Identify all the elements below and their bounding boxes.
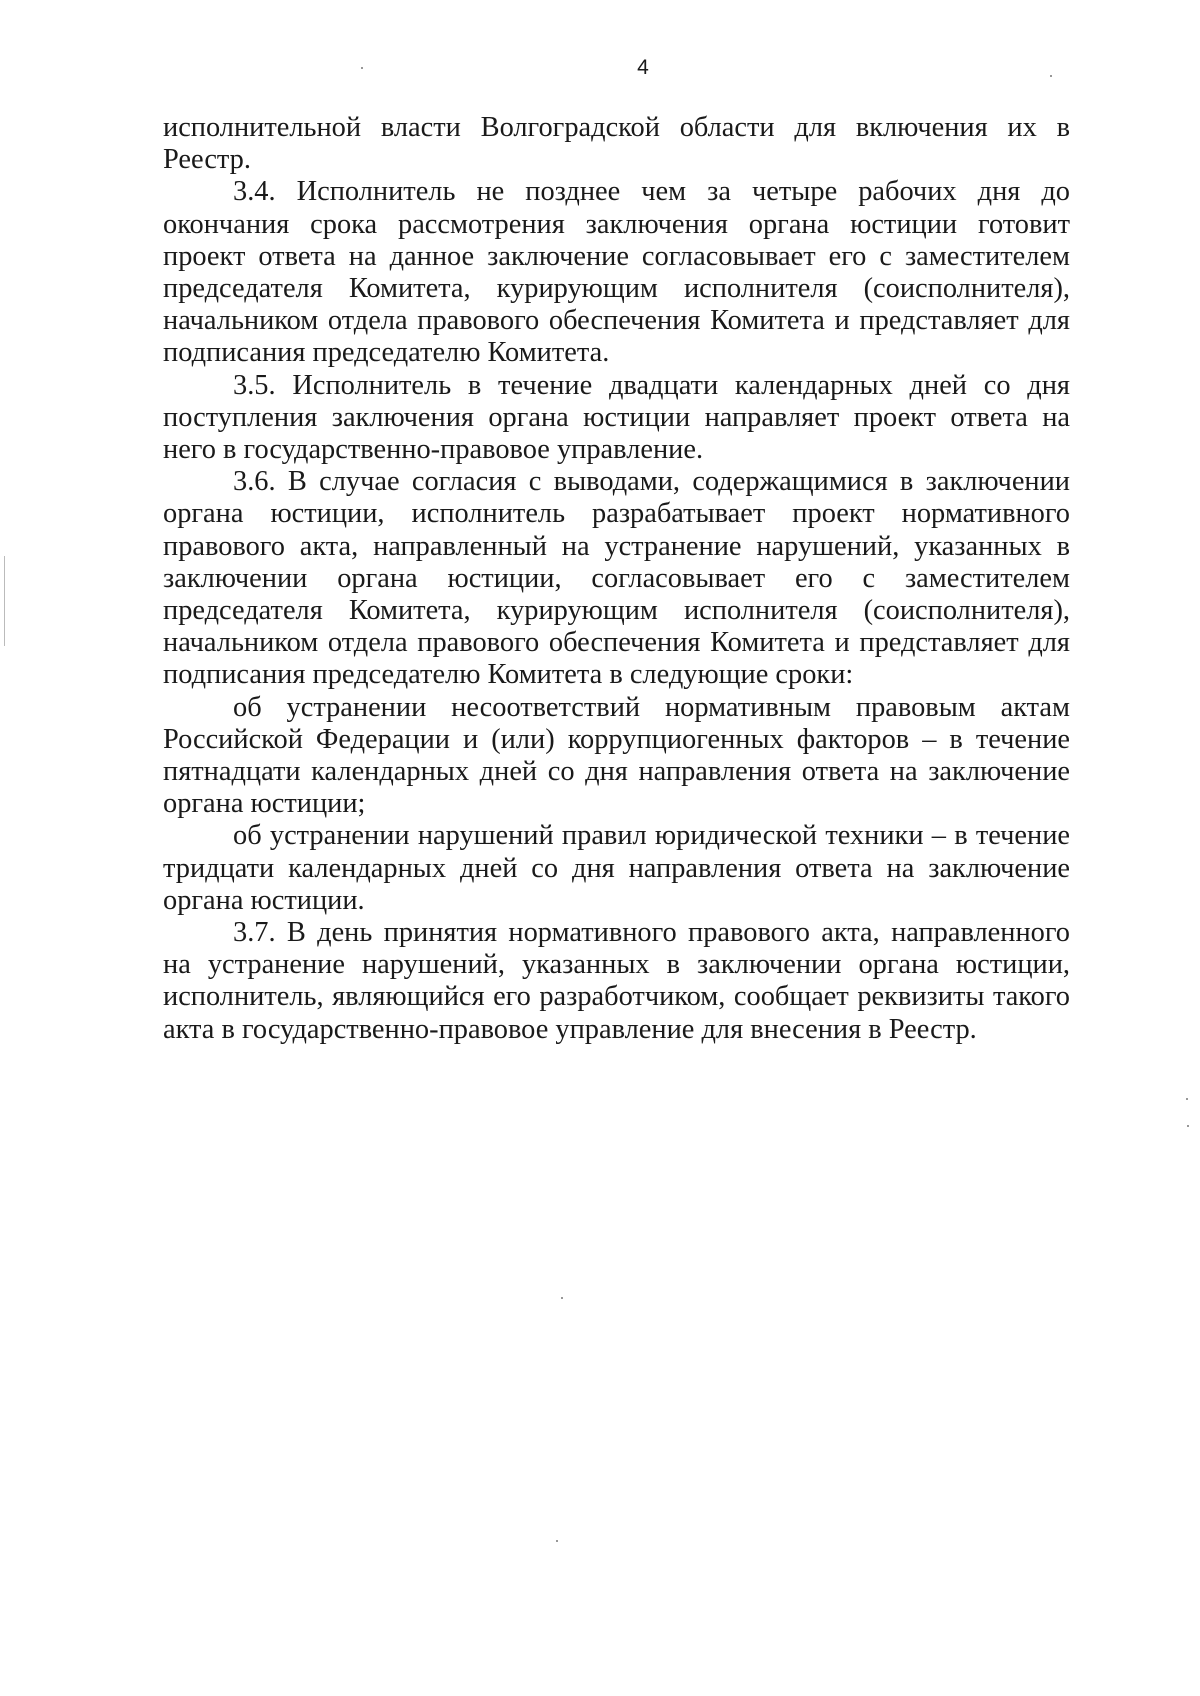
paragraph-3-6-item-2: об устранении нарушений правил юридической техники – в течение тридцати календарных дней со дня направления ответа на заключение органа юстиции.: [163, 820, 1070, 916]
scan-speck: [1050, 75, 1052, 77]
paragraph-3-7: 3.7. В день принятия нормативного правового акта, направленного на устранение нарушений, указанных в заключении органа юстиции, исполнитель, являющийся его разработчиком, сообщает реквизиты такого акта в государственно-правовое управление для внесения в Реестр.: [163, 917, 1070, 1045]
page-number: 4: [637, 56, 649, 79]
scan-speck: [1187, 1125, 1189, 1127]
paragraph-3-4: 3.4. Исполнитель не позднее чем за четыре рабочих дня до окончания срока рассмотрения заключения органа юстиции готовит проект ответа на данное заключение согласовывает его с заместителем председателя Комитета, курирующим исполнителя (соисполнителя), начальником отдела правового обеспечения Комитета и представляет для подписания председателю Комитета.: [163, 176, 1070, 369]
paragraph-continuation: исполнительной власти Волгоградской области для включения их в Реестр.: [163, 112, 1070, 176]
document-body: [163, 112, 1070, 1046]
scan-speck: [361, 67, 363, 69]
scan-speck: [561, 1297, 563, 1299]
scan-speck: [1186, 1098, 1188, 1100]
paragraph-3-6-item-1: об устранении несоответствий нормативным правовым актам Российской Федерации и (или) коррупциогенных факторов – в течение пятнадцати календарных дней со дня направления ответа на заключение органа юстиции;: [163, 691, 1070, 820]
scan-edge-mark: [4, 556, 5, 646]
paragraph-3-6: 3.6. В случае согласия с выводами, содержащимися в заключении органа юстиции, исполнитель разрабатывает проект нормативного правового акта, направленный на устранение нарушений, указанных в заключении органа юстиции, согласовывает его с заместителем председателя Комитета, курирующим исполнителя (соисполнителя), начальником отдела правового обеспечения Комитета и представляет для подписания председателю Комитета в следующие сроки:: [163, 466, 1070, 691]
paragraph-3-5: 3.5. Исполнитель в течение двадцати календарных дней со дня поступления заключения органа юстиции направляет проект ответа на него в государственно-правовое управление.: [163, 369, 1070, 466]
scan-speck: [556, 1540, 558, 1542]
